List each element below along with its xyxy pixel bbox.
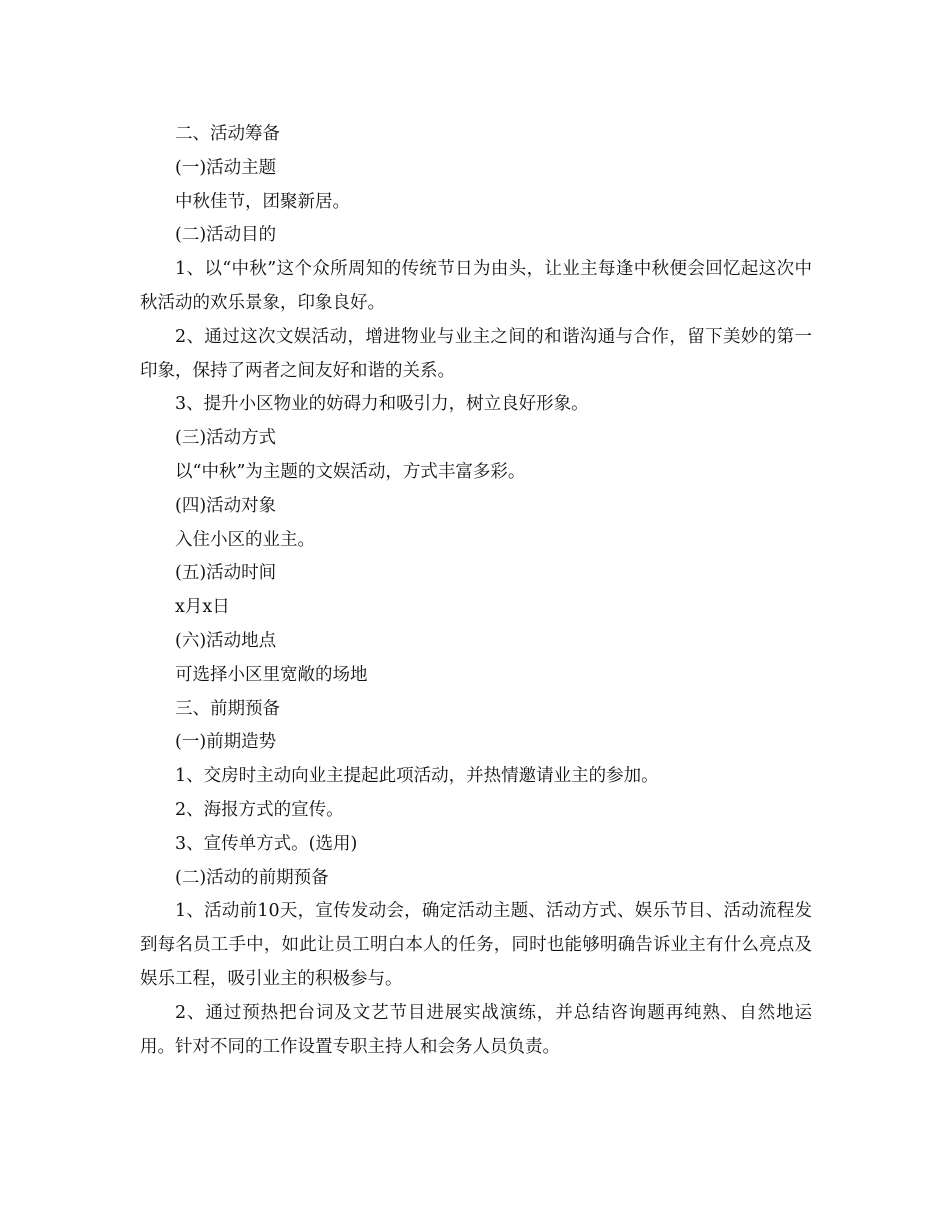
subheading-activity-preparation: (二)活动的前期预备 (175, 867, 329, 888)
subheading-format: (三)活动方式 (175, 428, 277, 449)
subheading-theme: (一)活动主题 (175, 157, 277, 178)
paragraph-location: 可选择小区里宽敞的场地 (175, 664, 368, 685)
paragraph-purpose-2: 2、通过这次文娱活动，增进物业与业主之间的和谐沟通与合作，留下美妙的第一印象，保持了两者之间友好和谐的关系。 (140, 326, 812, 381)
paragraph-promotion-2: 2、海报方式的宣传。 (175, 799, 344, 820)
paragraph-audience: 入住小区的业主。 (175, 529, 315, 550)
paragraph-format: 以“中秋”为主题的文娱活动，方式丰富多彩。 (175, 461, 526, 482)
subheading-time: (五)活动时间 (175, 563, 277, 584)
subheading-audience: (四)活动对象 (175, 495, 277, 516)
section-heading-preparation: 二、活动筹备 (175, 124, 280, 144)
paragraph-purpose-1: 1、以“中秋”这个众所周知的传统节日为由头，让业主每逢中秋便会回忆起这次中秋活动的欢乐景象，印象良好。 (140, 259, 812, 313)
paragraph-promotion-3: 3、宣传单方式。(选用) (175, 833, 358, 854)
subheading-promotion: (一)前期造势 (175, 732, 277, 753)
subheading-location: (六)活动地点 (175, 630, 277, 651)
paragraph-purpose-3: 3、提升小区物业的妨碍力和吸引力，树立良好形象。 (175, 394, 589, 415)
paragraph-activity-preparation-2: 2、通过预热把台词及文艺节目进展实战演练，并总结咨询题再纯熟、自然地运用。针对不同的工作设置专职主持人和会务人员负责。 (140, 1002, 812, 1057)
paragraph-promotion-1: 1、交房时主动向业主提起此项活动，并热情邀请业主的参加。 (175, 766, 659, 787)
paragraph-theme: 中秋佳节，团聚新居。 (175, 191, 350, 212)
document-body (140, 118, 812, 1064)
paragraph-activity-preparation-1: 1、活动前10天，宣传发动会，确定活动主题、活动方式、娱乐节目、活动流程发到每名员工手中，如此让员工明白本人的任务，同时也能够明确告诉业主有什么亮点及娱乐工程，吸引业主的积极参与。 (140, 901, 812, 989)
subheading-purpose: (二)活动目的 (175, 225, 277, 246)
section-heading-early-preparation: 三、前期预备 (175, 698, 280, 719)
paragraph-time: x月x日 (175, 597, 230, 618)
